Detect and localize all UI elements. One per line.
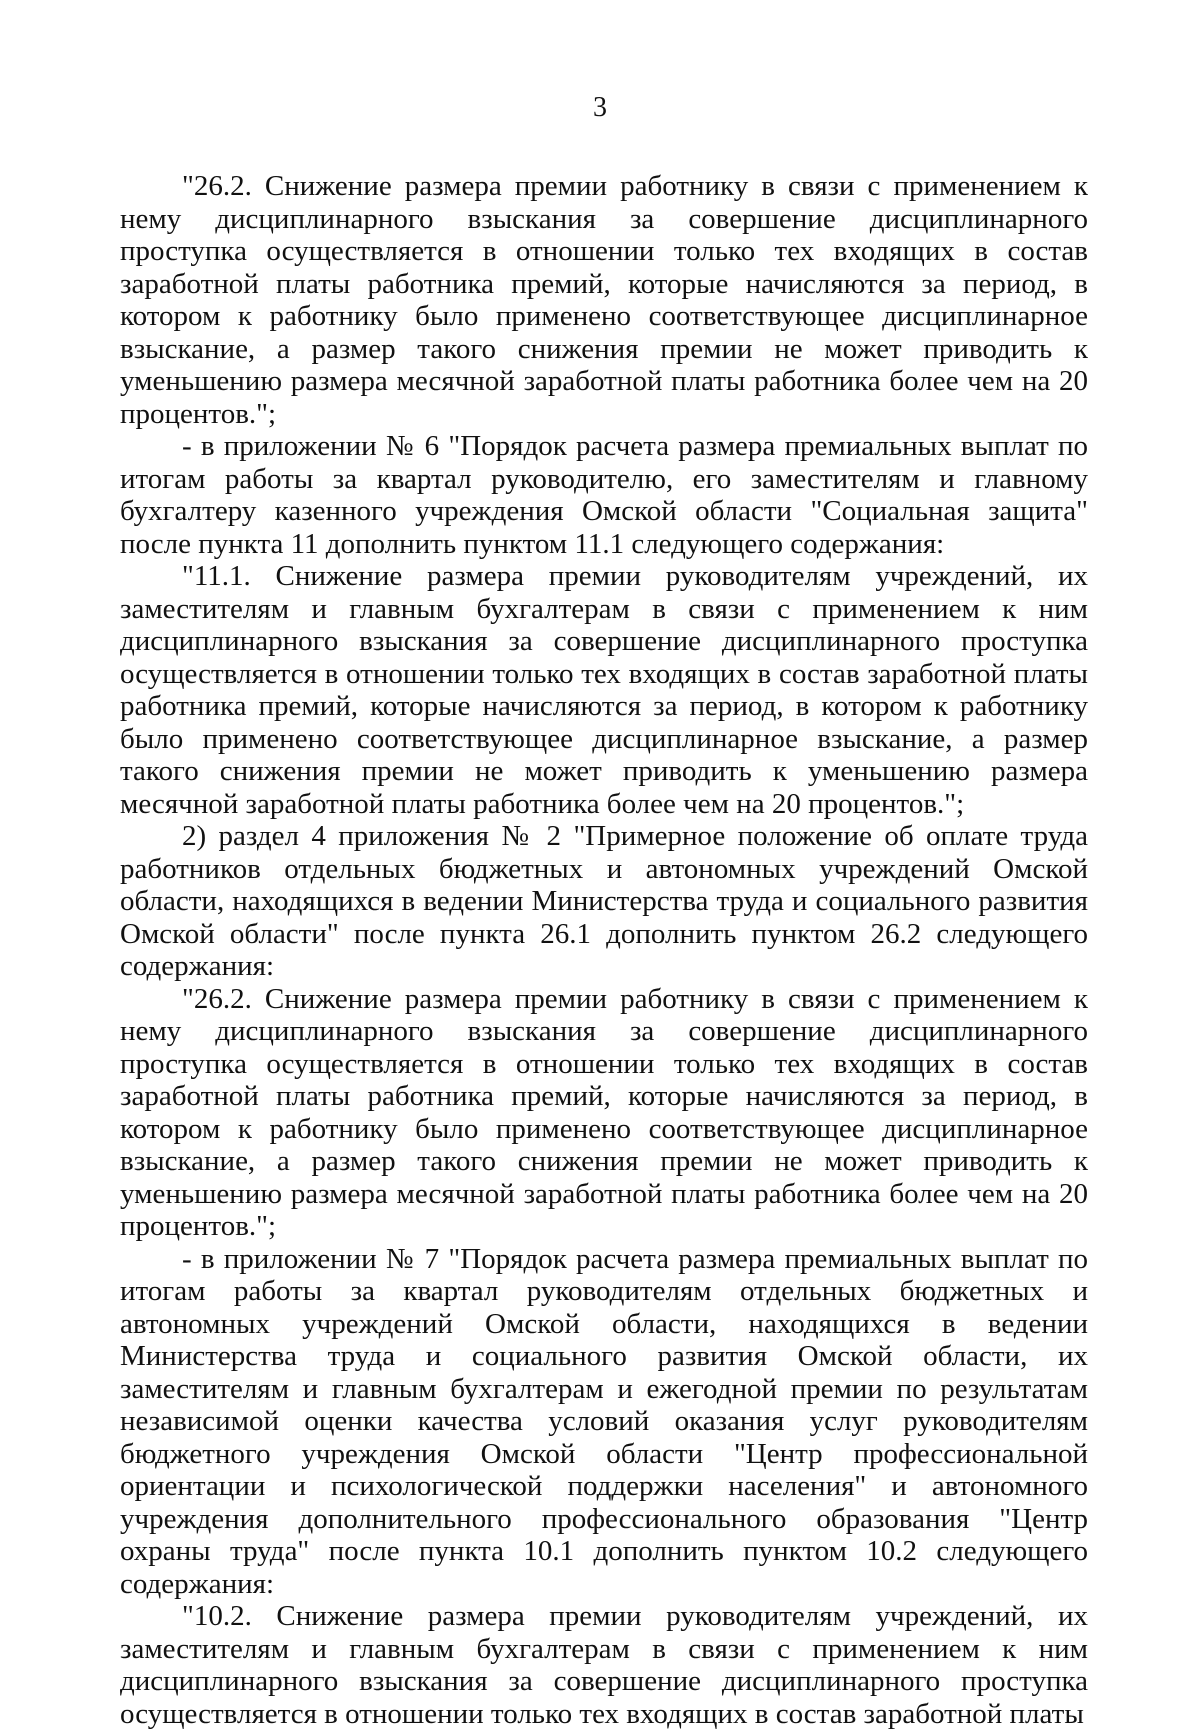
paragraph-appendix-7-amendment: - в приложении № 7 "Порядок расчета размера премиальных выплат по итогам работы за квартал руководителям отдельных бюджетных и автономных учреждений Омской области, находящихся в ведении Министерства труда и социального развития Омской области, их заместителям и главным бухгалтерам и ежегодной премии по результатам независимой оценки качества условий оказания услуг руководителям бюджетного учреждения Омской области "Центр профессиональной ориентации и психологической поддержки населения" и автономного учреждения дополнительного профессионального образования "Центр охраны труда" после пункта 10.1 дополнить пунктом 10.2 следующего содержания: bbox=[120, 1242, 1088, 1600]
paragraph-item-2-section-4: 2) раздел 4 приложения № 2 "Примерное положение об оплате труда работников отдельных бюджетных и автономных учреждений Омской области, находящихся в ведении Министерства труда и социального развития Омской области" после пункта 26.1 дополнить пунктом 26.2 следующего содержания: bbox=[120, 820, 1088, 982]
page-number: 3 bbox=[593, 92, 607, 123]
document-body bbox=[120, 170, 1088, 1730]
paragraph-appendix-6-amendment: - в приложении № 6 "Порядок расчета размера премиальных выплат по итогам работы за квартал руководителю, его заместителям и главному бухгалтеру казенного учреждения Омской области "Социальная защита" после пункта 11 дополнить пунктом 11.1 следующего содержания: bbox=[120, 430, 1088, 560]
paragraph-26-2-quote: "26.2. Снижение размера премии работнику в связи с применением к нему дисциплинарного взыскания за совершение дисциплинарного проступка осуществляется в отношении только тех входящих в состав заработной платы работника премий, которые начисляются за период, в котором к работнику было применено соответствующее дисциплинарное взыскание, а размер такого снижения премии не может приводить к уменьшению размера месячной заработной платы работника более чем на 20 процентов."; bbox=[120, 170, 1088, 430]
paragraph-11-1-quote: "11.1. Снижение размера премии руководителям учреждений, их заместителям и главным бухгалтерам в связи с применением к ним дисциплинарного взыскания за совершение дисциплинарного проступка осуществляется в отношении только тех входящих в состав заработной платы работника премий, которые начисляются за период, в котором к работнику было применено соответствующее дисциплинарное взыскание, а размер такого снижения премии не может приводить к уменьшению размера месячной заработной платы работника более чем на 20 процентов."; bbox=[120, 560, 1088, 820]
paragraph-10-2-quote: "10.2. Снижение размера премии руководителям учреждений, их заместителям и главным бухгалтерам в связи с применением к ним дисциплинарного взыскания за совершение дисциплинарного проступка осуществляется в отношении только тех входящих в состав заработной платы bbox=[120, 1600, 1088, 1730]
paragraph-26-2-quote-second: "26.2. Снижение размера премии работнику в связи с применением к нему дисциплинарного взыскания за совершение дисциплинарного проступка осуществляется в отношении только тех входящих в состав заработной платы работника премий, которые начисляются за период, в котором к работнику было применено соответствующее дисциплинарное взыскание, а размер такого снижения премии не может приводить к уменьшению размера месячной заработной платы работника более чем на 20 процентов."; bbox=[120, 982, 1088, 1242]
